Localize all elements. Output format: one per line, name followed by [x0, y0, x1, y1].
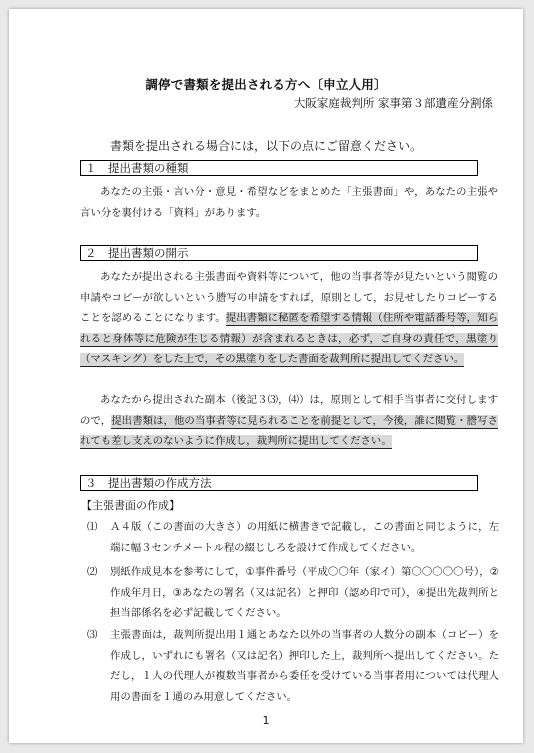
section-2-paragraph-1 [80, 267, 498, 370]
list-item-number: ⑴ [87, 521, 98, 533]
section-3-heading: ３ 提出書類の作成方法 [80, 475, 478, 491]
section-3-subheading: 【主張書面の作成】 [81, 499, 180, 512]
list-item-text: 主張書面は，裁判所提出用１通とあなた以外の当事者の人数分の副本（コピー）を作成し，いずれにも署名（又は記名）押印した上，裁判所へ提出してください。ただし，１人の代理人が複数当事者から委任を受けている当事者用については代理人用の書面を１通のみ用意してください。 [110, 629, 499, 703]
section-1-paragraph: あなたの主張・言い分・意見・希望などをまとめた「主張書面」や，あなたの主張や言い分を裏付ける「資料」があります。 [80, 186, 498, 219]
section-2-paragraph-1-highlight: 提出書類に秘匿を希望する情報（住所や電話番号等，知られると身体等に危険が生じる情報）が含まれるときは，必ず，ご自身の責任で，黒塗り（マスキング）をした上で，その黒塗りをした書面を裁判所に提出してください。 [80, 312, 499, 365]
section-2-paragraph-1-text: あなたが提出される主張書面や資料等について，他の当事者等が見たいという閲覧の申請やコピーが欲しいという謄写の申請をすれば，原則として，お見せしたりコピーすることを認めることになります。 [80, 271, 498, 324]
list-item-number: ⑵ [87, 566, 98, 578]
court-department: 大阪家庭裁判所 家事第３部遺産分割係 [293, 96, 493, 110]
section-2-paragraph-2 [80, 390, 498, 452]
list-item-text: Ａ４版（この書面の大きさ）の用紙に横書きで記載し，この書面と同じように，左端に幅３センチメートル程の綴じしろを設けて作成してください。 [110, 521, 499, 554]
section-2-paragraph-2-highlight: 提出書類は，他の当事者等に見られることを前提として，今後，誰に閲覧・謄写されても差し支えのないように作成し，裁判所に提出してください。 [80, 414, 498, 447]
section-2-paragraph-2-text: あなたから提出された副本（後記３⑶，⑷）は，原則として相手当事者に交付しますので， [80, 394, 498, 427]
notice-text: 書類を提出される場合には，以下の点にご留意ください。 [109, 139, 422, 153]
list-item-number: ⑶ [87, 629, 98, 641]
page-number: 1 [262, 714, 270, 727]
list-item-text: 別紙作成見本を参考にして，①事件番号（平成〇〇年（家イ）第〇〇〇〇〇号），②作成年月日，③あなたの署名（又は記名）と押印（認め印で可），④提出先裁判所と担当部係名を必ず記載してください。 [110, 566, 499, 619]
section-1-heading: １ 提出書類の種類 [80, 160, 478, 176]
section-2-heading: ２ 提出書類の開示 [80, 245, 478, 261]
document-title: 調停で書類を提出される方へ〔申立人用〕 [145, 77, 387, 92]
list-item [87, 517, 499, 558]
list-item [87, 562, 499, 624]
document-page [9, 9, 523, 743]
list-item [87, 625, 499, 707]
